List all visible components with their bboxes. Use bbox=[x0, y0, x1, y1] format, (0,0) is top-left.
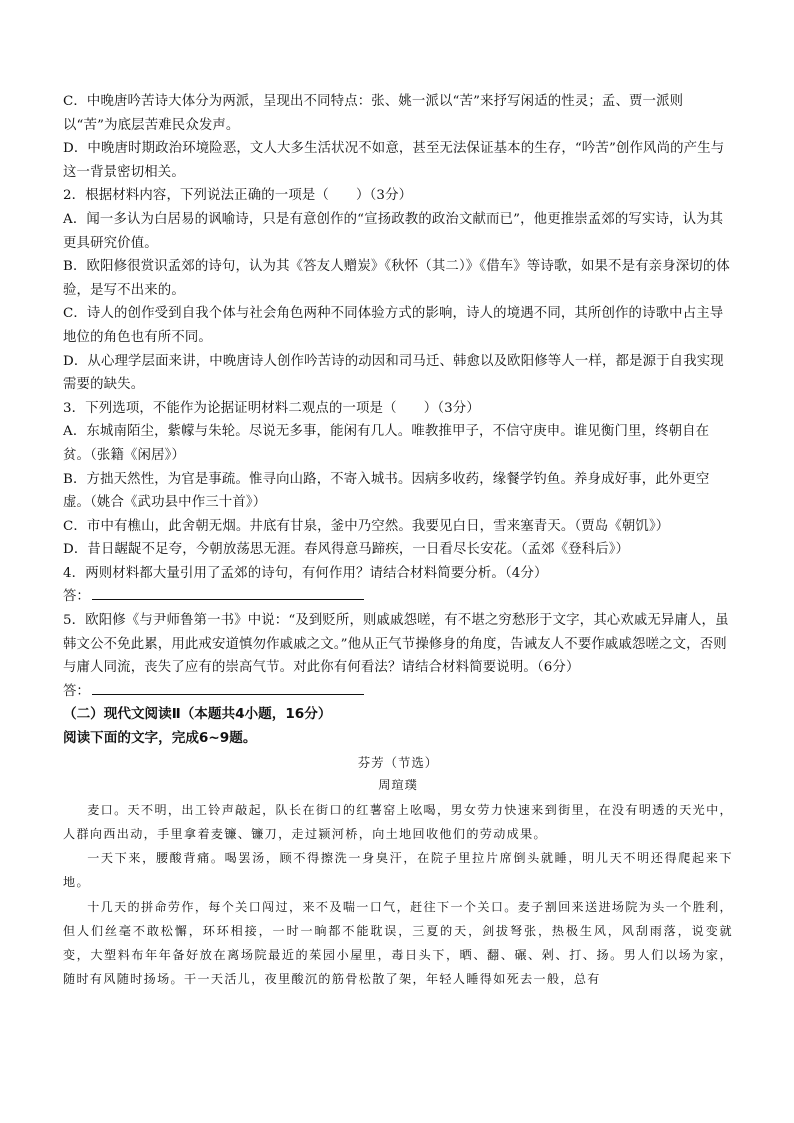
q2-option-d: D．从心理学层面来讲，中晚唐诗人创作吟苦诗的动因和司马迁、韩愈以及欧阳修等人一样，都是源于自我实现需要的缺失。 bbox=[63, 353, 724, 393]
q5-answer-row bbox=[63, 680, 733, 704]
q2-option-b: B．欧阳修很赏识孟郊的诗句，认为其《答友人赠炭》《秋怀（其二）》《借车》等诗歌，如果不是有亲身深切的体验，是写不出来的。 bbox=[63, 259, 730, 298]
q2-option-a: A．闻一多认为白居易的讽喻诗，只是有意创作的“宣扬政教的政治文献而已”，他更推崇孟郊的写实诗，认为其更具研究价值。 bbox=[63, 211, 724, 251]
article-title: 芬芳（节选） bbox=[357, 754, 439, 770]
article-author: 周瑄璞 bbox=[378, 778, 418, 793]
article-paragraph: 十几天的拼命劳作，每个关口闯过，来不及喘一口气，赶往下一个关口。麦子割回来送进场院为头一个胜利，但人们丝毫不敢松懈，环环相接，一时一晌都不能耽误，三夏的天，剑拔弩张，热极生风，风刮雨落，说变就变，大塑料布年年备好放在离场院最近的茱园小屋里，毒日头下，晒、翻、碾、剁、打、扬。男人们以场为家，随时有风随时扬场。干一天活儿，夜里酸沉的筋骨松散了架，年轻人睡得如死去一般，总有 bbox=[63, 899, 733, 987]
article-paragraph: 麦口。天不明，出工铃声敲起，队长在街口的红薯窑上吆喝，男女劳力快速来到街里，在没有明透的天光中，人群向西出动，手里拿着麦镰、镰刀，走过颍河桥，向土地回收他们的劳动成果。 bbox=[63, 802, 733, 842]
article-paragraph: 一天下来，腰酸背痛。喝罢汤，顾不得擦洗一身臭汗，在院子里拉片席倒头就睡，明儿天不明还得爬起来下地。 bbox=[63, 851, 733, 890]
q2-option-c: C．诗人的创作受到自我个体与社会角色两种不同体验方式的影响，诗人的境遇不同，其所创作的诗歌中占主导地位的角色也有所不同。 bbox=[63, 306, 724, 345]
q5-answer-line[interactable] bbox=[92, 680, 364, 695]
q4-answer-line[interactable] bbox=[92, 585, 364, 600]
q4-answer-row bbox=[63, 585, 733, 609]
page-content bbox=[63, 90, 733, 991]
q3-stem: 3．下列选项，不能作为论据证明材料二观点的一项是（ ）（3分） bbox=[63, 400, 480, 416]
q4-stem: 4．两则材料都大量引用了孟郊的诗句，有何作用？请结合材料简要分析。（4分） bbox=[63, 565, 548, 581]
q3-option-b: B．方拙天然性，为官是事疏。惟寻向山路，不寄入城书。因病多收药，缘餐学钓鱼。养身成好事，此外更空虚。（姚合《武功县中作三十首》） bbox=[63, 471, 710, 511]
section-heading: （二）现代文阅读Ⅱ（本题共4小题，16分） bbox=[63, 706, 332, 723]
q5-stem: 5．欧阳修《与尹师鲁第一书》中说：“及到贬所，则戚戚怨嗟，有不堪之穷愁形于文字，其心欢戚无异庸人，虽韩文公不免此累，用此戒安道慎勿作戚戚之文。”他从正气节操修身的角度，告诫友人不要作戚戚怨嗟之文，否则与庸人同流，丧失了应有的崇高气节。对此你有何看法？请结合材料简要说明。（6分） bbox=[63, 613, 729, 676]
q1-option-d: D．中晚唐时期政治环境险恶，文人大多生活状况不如意，甚至无法保证基本的生存，“吟苦”创作风尚的产生与这一背景密切相关。 bbox=[63, 141, 725, 180]
q3-option-a: A．东城南陌尘，紫幪与朱轮。尽说无多事，能闲有几人。唯教推甲子，不信守庚申。谁见衡门里，终朝自在贫。（张籍《闲居》） bbox=[63, 424, 710, 463]
q2-stem: 2．根据材料内容，下列说法正确的一项是（ ）（3分） bbox=[63, 188, 413, 204]
q1-option-c: C．中晚唐吟苦诗大体分为两派，呈现出不同特点：张、姚一派以“苦”来抒写闲适的性灵；孟、贾一派则以“苦”为底层苦难民众发声。 bbox=[63, 94, 684, 133]
section-instruction: 阅读下面的文字，完成6~9题。 bbox=[63, 730, 257, 747]
q5-answer-label: 答： bbox=[63, 683, 90, 699]
q4-answer-label: 答： bbox=[63, 589, 90, 605]
q3-option-d: D．昔日龌龊不足夸，今朝放荡思无涯。春风得意马蹄疾，一日看尽长安花。（孟郊《登科后》） bbox=[63, 542, 630, 558]
q3-option-c: C．市中有樵山，此舍朝无烟。井底有甘泉，釜中乃空然。我要见白日，雪来塞青天。（贾岛《朝饥》） bbox=[63, 518, 670, 534]
